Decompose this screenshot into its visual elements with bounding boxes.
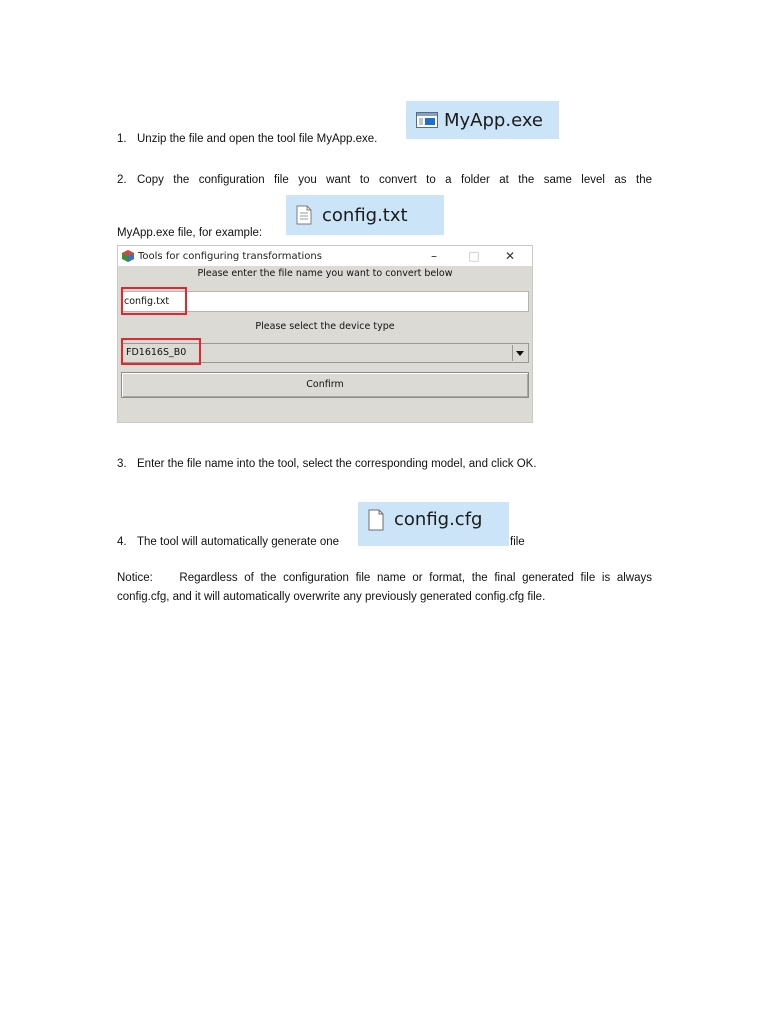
maximize-button[interactable]: □ <box>468 249 480 263</box>
device-prompt: Please select the device type <box>255 321 395 332</box>
step-3-text: Enter the file name into the tool, select the corresponding model, and click OK. <box>137 458 537 470</box>
blank-file-icon <box>368 509 384 531</box>
filename-prompt: Please enter the file name you want to convert below <box>197 268 453 279</box>
tool-window <box>117 245 533 423</box>
step-2-line-1 <box>117 172 652 188</box>
step-4 <box>117 534 339 550</box>
filename-input[interactable]: config.txt <box>121 291 529 312</box>
window-titlebar <box>118 246 532 266</box>
text-file-icon <box>296 205 312 225</box>
step-4-text: The tool will automatically generate one <box>137 536 340 548</box>
myapp-exe-file-chip <box>406 101 559 139</box>
device-type-value: FD1616S_B0 <box>126 347 187 358</box>
notice-line-1 <box>117 570 652 586</box>
minimize-button[interactable]: – <box>431 249 437 263</box>
step-2-text-line-2: MyApp.exe file, for example: <box>117 227 263 239</box>
config-txt-file-chip <box>286 195 444 235</box>
window-title: Tools for configuring transformations <box>138 250 322 262</box>
step-1 <box>117 131 377 147</box>
step-2-text-line-1: Copy the configuration file you want to convert to a folder at the same level as the <box>137 174 652 186</box>
notice-text-line-2: config.cfg, and it will automatically overwrite any previously generated config.cfg file. <box>117 591 546 603</box>
step-3-number: 3. <box>117 458 127 470</box>
config-cfg-label: config.cfg <box>394 509 483 530</box>
dropdown-arrow-icon[interactable] <box>512 345 527 361</box>
app-feather-icon <box>122 250 134 262</box>
application-icon <box>416 112 438 128</box>
step-1-number: 1. <box>117 133 127 145</box>
config-cfg-file-chip <box>358 502 509 546</box>
myapp-exe-label: MyApp.exe <box>444 109 543 131</box>
filename-highlight-box <box>121 287 187 315</box>
close-button[interactable]: ✕ <box>504 249 516 263</box>
step-4-text-after: file <box>510 536 525 548</box>
config-txt-label: config.txt <box>322 204 408 226</box>
step-2-number: 2. <box>117 174 127 186</box>
notice-text-line-1: Notice: Regardless of the configuration file name or format, the final generated file is always <box>117 572 652 584</box>
step-4-number: 4. <box>117 536 127 548</box>
device-highlight-box <box>121 338 201 365</box>
confirm-button[interactable]: Confirm <box>121 372 529 398</box>
step-3 <box>117 456 537 472</box>
step-1-text: Unzip the file and open the tool file MyApp.exe. <box>137 133 378 145</box>
